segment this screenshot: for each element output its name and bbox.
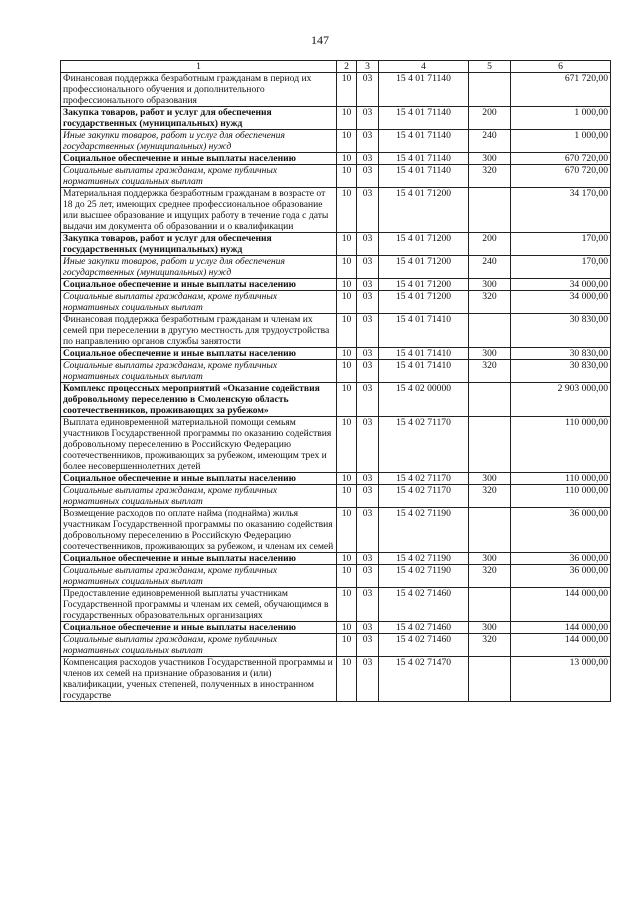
section-cell: 10 bbox=[337, 291, 357, 314]
subsection-cell: 03 bbox=[357, 417, 379, 473]
description-cell: Социальные выплаты гражданам, кроме публичных нормативных социальных выплат bbox=[61, 360, 337, 383]
target-article-cell: 15 4 01 71200 bbox=[379, 256, 469, 279]
amount-cell: 170,00 bbox=[511, 233, 611, 256]
expense-type-cell: 300 bbox=[469, 473, 511, 485]
subsection-cell: 03 bbox=[357, 657, 379, 702]
amount-cell: 30 830,00 bbox=[511, 360, 611, 383]
expense-type-cell: 200 bbox=[469, 107, 511, 130]
expense-type-cell bbox=[469, 383, 511, 417]
amount-cell: 670 720,00 bbox=[511, 165, 611, 188]
table-row bbox=[61, 256, 611, 279]
amount-cell: 170,00 bbox=[511, 256, 611, 279]
subsection-cell: 03 bbox=[357, 360, 379, 383]
description-cell: Иные закупки товаров, работ и услуг для обеспечения государственных (муниципальных) нужд bbox=[61, 256, 337, 279]
table-row bbox=[61, 107, 611, 130]
expense-type-cell: 320 bbox=[469, 291, 511, 314]
expense-type-cell bbox=[469, 657, 511, 702]
target-article-cell: 15 4 02 71460 bbox=[379, 588, 469, 622]
subsection-cell: 03 bbox=[357, 130, 379, 153]
section-cell: 10 bbox=[337, 165, 357, 188]
table-row bbox=[61, 588, 611, 622]
description-cell: Выплата единовременной материальной помощи семьям участников Государственной программы по оказанию содействия добровольному переселению в Российскую Федерацию соотечественников, проживающих за рубежом, имеющим трех и более несовершеннолетних детей bbox=[61, 417, 337, 473]
target-article-cell: 15 4 02 71190 bbox=[379, 565, 469, 588]
description-cell: Финансовая поддержка безработным гражданам и членам их семей при переселении в другую местность для трудоустройства по направлению органов службы занятости bbox=[61, 314, 337, 348]
expense-type-cell: 320 bbox=[469, 485, 511, 508]
subsection-cell: 03 bbox=[357, 314, 379, 348]
amount-cell: 110 000,00 bbox=[511, 473, 611, 485]
table-body bbox=[61, 73, 611, 702]
amount-cell: 34 000,00 bbox=[511, 291, 611, 314]
target-article-cell: 15 4 02 71170 bbox=[379, 417, 469, 473]
expense-type-cell bbox=[469, 73, 511, 107]
target-article-cell: 15 4 02 71460 bbox=[379, 634, 469, 657]
section-cell: 10 bbox=[337, 417, 357, 473]
expense-type-cell: 320 bbox=[469, 634, 511, 657]
expense-type-cell bbox=[469, 417, 511, 473]
subsection-cell: 03 bbox=[357, 622, 379, 634]
section-cell: 10 bbox=[337, 360, 357, 383]
expense-type-cell: 300 bbox=[469, 622, 511, 634]
target-article-cell: 15 4 01 71200 bbox=[379, 233, 469, 256]
table-row bbox=[61, 188, 611, 233]
subsection-cell: 03 bbox=[357, 508, 379, 553]
subsection-cell: 03 bbox=[357, 233, 379, 256]
expense-type-cell: 320 bbox=[469, 565, 511, 588]
table-row bbox=[61, 279, 611, 291]
expense-type-cell: 240 bbox=[469, 256, 511, 279]
table-row bbox=[61, 314, 611, 348]
target-article-cell: 15 4 01 71140 bbox=[379, 153, 469, 165]
amount-cell: 34 170,00 bbox=[511, 188, 611, 233]
subsection-cell: 03 bbox=[357, 153, 379, 165]
section-cell: 10 bbox=[337, 657, 357, 702]
description-cell: Социальные выплаты гражданам, кроме публичных нормативных социальных выплат bbox=[61, 565, 337, 588]
description-cell: Социальное обеспечение и иные выплаты населению bbox=[61, 153, 337, 165]
description-cell: Материальная поддержка безработным гражданам в возрасте от 18 до 25 лет, имеющих среднее профессиональное образование или высшее образование и ищущих работу в течение года с даты выдачи им документа об образовании и о квалификации bbox=[61, 188, 337, 233]
table-row bbox=[61, 473, 611, 485]
amount-cell: 671 720,00 bbox=[511, 73, 611, 107]
expense-type-cell bbox=[469, 314, 511, 348]
table-row bbox=[61, 634, 611, 657]
target-article-cell: 15 4 01 71200 bbox=[379, 279, 469, 291]
header-row bbox=[61, 61, 611, 73]
amount-cell: 13 000,00 bbox=[511, 657, 611, 702]
expense-type-cell: 300 bbox=[469, 279, 511, 291]
amount-cell: 30 830,00 bbox=[511, 348, 611, 360]
description-cell: Иные закупки товаров, работ и услуг для обеспечения государственных (муниципальных) нужд bbox=[61, 130, 337, 153]
subsection-cell: 03 bbox=[357, 485, 379, 508]
section-cell: 10 bbox=[337, 485, 357, 508]
description-cell: Социальные выплаты гражданам, кроме публичных нормативных социальных выплат bbox=[61, 291, 337, 314]
amount-cell: 144 000,00 bbox=[511, 634, 611, 657]
target-article-cell: 15 4 01 71410 bbox=[379, 314, 469, 348]
subsection-cell: 03 bbox=[357, 73, 379, 107]
description-cell: Закупка товаров, работ и услуг для обеспечения государственных (муниципальных) нужд bbox=[61, 233, 337, 256]
table-row bbox=[61, 383, 611, 417]
table-row bbox=[61, 360, 611, 383]
amount-cell: 110 000,00 bbox=[511, 485, 611, 508]
amount-cell: 36 000,00 bbox=[511, 553, 611, 565]
description-cell: Финансовая поддержка безработным гражданам в период их профессионального обучения и дополнительного профессионального образования bbox=[61, 73, 337, 107]
target-article-cell: 15 4 01 71200 bbox=[379, 291, 469, 314]
section-cell: 10 bbox=[337, 565, 357, 588]
subsection-cell: 03 bbox=[357, 383, 379, 417]
table-row bbox=[61, 153, 611, 165]
target-article-cell: 15 4 02 71460 bbox=[379, 622, 469, 634]
target-article-cell: 15 4 01 71140 bbox=[379, 165, 469, 188]
description-cell: Социальное обеспечение и иные выплаты населению bbox=[61, 473, 337, 485]
page-number: 147 bbox=[311, 33, 329, 47]
subsection-cell: 03 bbox=[357, 165, 379, 188]
target-article-cell: 15 4 02 00000 bbox=[379, 383, 469, 417]
target-article-cell: 15 4 02 71170 bbox=[379, 473, 469, 485]
subsection-cell: 03 bbox=[357, 107, 379, 130]
section-cell: 10 bbox=[337, 107, 357, 130]
target-article-cell: 15 4 01 71200 bbox=[379, 188, 469, 233]
section-cell: 10 bbox=[337, 73, 357, 107]
amount-cell: 144 000,00 bbox=[511, 588, 611, 622]
subsection-cell: 03 bbox=[357, 634, 379, 657]
description-cell: Предоставление единовременной выплаты участникам Государственной программы и членам их семей, обучающимся в государственных образовательных организациях bbox=[61, 588, 337, 622]
expense-type-cell bbox=[469, 188, 511, 233]
amount-cell: 1 000,00 bbox=[511, 107, 611, 130]
target-article-cell: 15 4 02 71170 bbox=[379, 485, 469, 508]
section-cell: 10 bbox=[337, 553, 357, 565]
section-cell: 10 bbox=[337, 153, 357, 165]
section-cell: 10 bbox=[337, 383, 357, 417]
expense-type-cell: 240 bbox=[469, 130, 511, 153]
section-cell: 10 bbox=[337, 348, 357, 360]
target-article-cell: 15 4 02 71190 bbox=[379, 553, 469, 565]
target-article-cell: 15 4 01 71140 bbox=[379, 107, 469, 130]
section-cell: 10 bbox=[337, 279, 357, 291]
section-cell: 10 bbox=[337, 130, 357, 153]
table-row bbox=[61, 130, 611, 153]
description-cell: Социальные выплаты гражданам, кроме публичных нормативных социальных выплат bbox=[61, 165, 337, 188]
expense-type-cell: 320 bbox=[469, 360, 511, 383]
expense-type-cell bbox=[469, 508, 511, 553]
expense-type-cell: 300 bbox=[469, 553, 511, 565]
section-cell: 10 bbox=[337, 588, 357, 622]
section-cell: 10 bbox=[337, 256, 357, 279]
description-cell: Социальное обеспечение и иные выплаты населению bbox=[61, 348, 337, 360]
target-article-cell: 15 4 01 71140 bbox=[379, 73, 469, 107]
table-row bbox=[61, 348, 611, 360]
header-cell-1: 1 bbox=[61, 61, 337, 73]
description-cell: Комплекс процессных мероприятий «Оказание содействия добровольному переселению в Смоленскую область соотечественников, проживающих за рубежом» bbox=[61, 383, 337, 417]
expense-type-cell bbox=[469, 588, 511, 622]
description-cell: Социальные выплаты гражданам, кроме публичных нормативных социальных выплат bbox=[61, 634, 337, 657]
subsection-cell: 03 bbox=[357, 256, 379, 279]
header-cell-5: 5 bbox=[469, 61, 511, 73]
header-cell-4: 4 bbox=[379, 61, 469, 73]
section-cell: 10 bbox=[337, 634, 357, 657]
table-row bbox=[61, 165, 611, 188]
description-cell: Социальные выплаты гражданам, кроме публичных нормативных социальных выплат bbox=[61, 485, 337, 508]
amount-cell: 30 830,00 bbox=[511, 314, 611, 348]
section-cell: 10 bbox=[337, 622, 357, 634]
target-article-cell: 15 4 02 71190 bbox=[379, 508, 469, 553]
description-cell: Возмещение расходов по оплате найма (поднайма) жилья участникам Государственной программы по оказанию содействия добровольному переселению в Российскую Федерацию соотечественников, проживающих за рубежом, и членам их семей bbox=[61, 508, 337, 553]
subsection-cell: 03 bbox=[357, 291, 379, 314]
amount-cell: 144 000,00 bbox=[511, 622, 611, 634]
section-cell: 10 bbox=[337, 473, 357, 485]
description-cell: Социальное обеспечение и иные выплаты населению bbox=[61, 553, 337, 565]
table-row bbox=[61, 291, 611, 314]
table-row bbox=[61, 622, 611, 634]
target-article-cell: 15 4 01 71410 bbox=[379, 360, 469, 383]
table-row bbox=[61, 485, 611, 508]
section-cell: 10 bbox=[337, 314, 357, 348]
subsection-cell: 03 bbox=[357, 188, 379, 233]
description-cell: Социальное обеспечение и иные выплаты населению bbox=[61, 622, 337, 634]
amount-cell: 1 000,00 bbox=[511, 130, 611, 153]
amount-cell: 2 903 000,00 bbox=[511, 383, 611, 417]
table-row bbox=[61, 233, 611, 256]
subsection-cell: 03 bbox=[357, 553, 379, 565]
subsection-cell: 03 bbox=[357, 279, 379, 291]
subsection-cell: 03 bbox=[357, 348, 379, 360]
section-cell: 10 bbox=[337, 233, 357, 256]
table-row bbox=[61, 553, 611, 565]
expense-type-cell: 300 bbox=[469, 153, 511, 165]
table-row bbox=[61, 73, 611, 107]
amount-cell: 34 000,00 bbox=[511, 279, 611, 291]
header-cell-2: 2 bbox=[337, 61, 357, 73]
amount-cell: 670 720,00 bbox=[511, 153, 611, 165]
budget-table bbox=[60, 60, 611, 702]
target-article-cell: 15 4 01 71140 bbox=[379, 130, 469, 153]
section-cell: 10 bbox=[337, 188, 357, 233]
table-row bbox=[61, 417, 611, 473]
table-row bbox=[61, 657, 611, 702]
section-cell: 10 bbox=[337, 508, 357, 553]
description-cell: Закупка товаров, работ и услуг для обеспечения государственных (муниципальных) нужд bbox=[61, 107, 337, 130]
header-cell-6: 6 bbox=[511, 61, 611, 73]
target-article-cell: 15 4 02 71470 bbox=[379, 657, 469, 702]
subsection-cell: 03 bbox=[357, 473, 379, 485]
subsection-cell: 03 bbox=[357, 565, 379, 588]
expense-type-cell: 200 bbox=[469, 233, 511, 256]
description-cell: Компенсация расходов участников Государственной программы и членов их семей на признание образования и (или) квалификации, ученых степеней, полученных в иностранном государстве bbox=[61, 657, 337, 702]
subsection-cell: 03 bbox=[357, 588, 379, 622]
header-cell-3: 3 bbox=[357, 61, 379, 73]
amount-cell: 36 000,00 bbox=[511, 565, 611, 588]
amount-cell: 110 000,00 bbox=[511, 417, 611, 473]
target-article-cell: 15 4 01 71410 bbox=[379, 348, 469, 360]
amount-cell: 36 000,00 bbox=[511, 508, 611, 553]
table-row bbox=[61, 508, 611, 553]
table-row bbox=[61, 565, 611, 588]
expense-type-cell: 300 bbox=[469, 348, 511, 360]
expense-type-cell: 320 bbox=[469, 165, 511, 188]
description-cell: Социальное обеспечение и иные выплаты населению bbox=[61, 279, 337, 291]
